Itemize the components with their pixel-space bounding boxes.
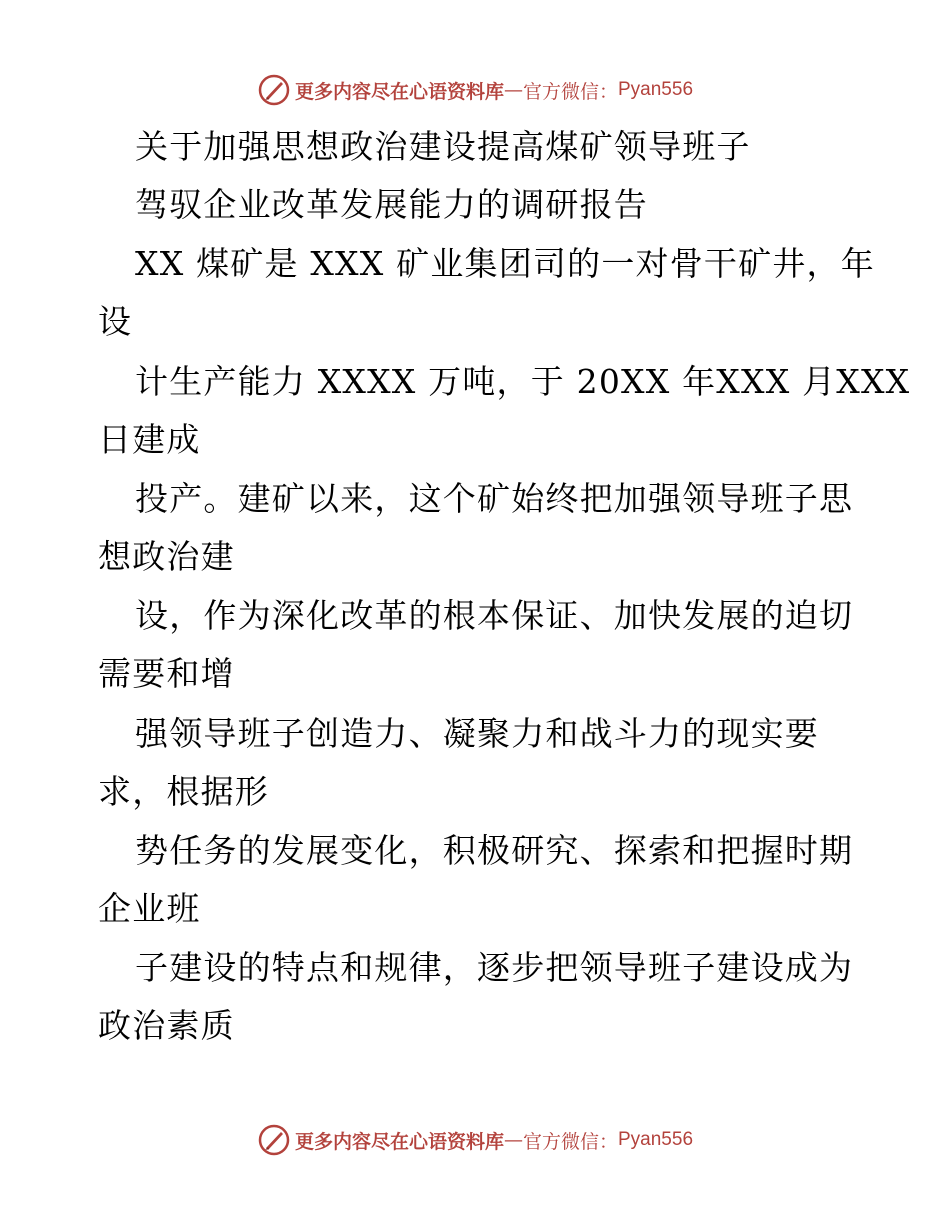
watermark-contact-label: 官方微信： <box>522 80 618 103</box>
watermark-site-text: 更多内容尽在心语资料库 <box>294 1130 504 1153</box>
watermark-site-text: 更多内容尽在心语资料库 <box>294 80 504 103</box>
watermark-separator: — <box>503 79 523 101</box>
document-line: 计生产能力 XXXX 万吨，于 20XX 年XXX 月XXX <box>135 362 911 401</box>
document-line: 强领导班子创造力、凝聚力和战斗力的现实要 <box>135 714 819 753</box>
document-line: 势任务的发展变化，积极研究、探索和把握时期 <box>135 831 854 870</box>
watermark-contact-id: Pyan556 <box>618 1129 694 1150</box>
document-line: 想政治建 <box>98 537 235 576</box>
watermark-contact-label: 官方微信： <box>522 1130 618 1153</box>
quill-logo-icon <box>257 73 291 107</box>
document-line: 驾驭企业改革发展能力的调研报告 <box>135 185 648 224</box>
document-line: 关于加强思想政治建设提高煤矿领导班子 <box>135 127 751 166</box>
quill-logo-icon <box>257 1123 291 1157</box>
watermark-contact-id: Pyan556 <box>618 79 694 100</box>
document-line: 日建成 <box>98 420 201 459</box>
document-line: 求，根据形 <box>98 772 269 811</box>
document-line: 政治素质 <box>98 1006 235 1045</box>
document-line: XX 煤矿是 XXX 矿业集团司的一对骨干矿井，年 <box>135 244 875 283</box>
watermark-separator: — <box>503 1129 523 1151</box>
watermark-footer <box>0 1120 950 1160</box>
document-line: 设，作为深化改革的根本保证、加快发展的迫切 <box>135 596 854 635</box>
document-line: 需要和增 <box>98 654 235 693</box>
document-line: 设 <box>98 302 133 341</box>
document-line: 子建设的特点和规律，逐步把领导班子建设成为 <box>135 948 854 987</box>
document-line: 企业班 <box>98 889 201 928</box>
document-line: 投产。建矿以来，这个矿始终把加强领导班子思 <box>135 479 854 518</box>
watermark-header <box>0 70 950 110</box>
